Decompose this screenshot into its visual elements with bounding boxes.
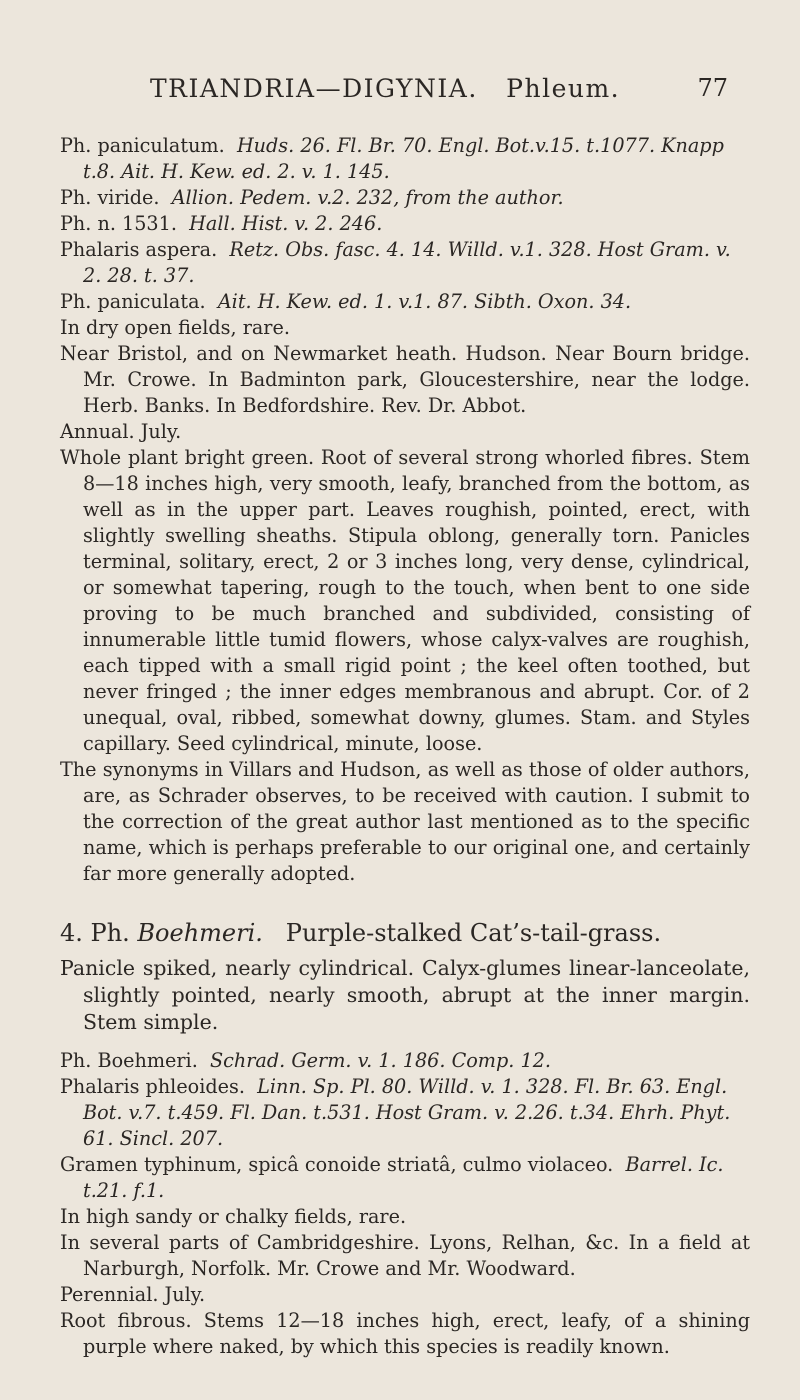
diagnosis: Panicle spiked, nearly cylindrical. Calyx-glumes linear-lanceolate, slightly pointed, nearly smooth, abrupt at the inner margin. Stem simple. (60, 956, 750, 1034)
synonym-line: Ph. paniculata. Ait. H. Kew. ed. 1. v.1. 87. Sibth. Oxon. 34. (60, 290, 632, 313)
class-order: TRIANDRIA—DIGYNIA. (150, 74, 478, 103)
synonym-line: Ph. paniculatum. Huds. 26. Fl. Br. 70. Engl. Bot.v.15. t.1077. Knapp t.8. Ait. H. Kew. ed. 2. v. 1. 145. (60, 134, 724, 183)
habitat: In dry open fields, rare. (60, 316, 290, 339)
synonym-line: Ph. viride. Allion. Pedem. v.2. 232, from the author. (60, 186, 564, 209)
synonym-line: Ph. Boehmeri. Schrad. Germ. v. 1. 186. Comp. 12. (60, 1049, 551, 1072)
synonym-line: Ph. n. 1531. Hall. Hist. v. 2. 246. (60, 212, 383, 235)
synonym-line: Phalaris aspera. Retz. Obs. fasc. 4. 14. Willd. v.1. 328. Host Gram. v. 2. 28. t. 37. (60, 238, 731, 287)
running-head (0, 74, 800, 114)
running-head-title (150, 74, 620, 103)
synonym-line: Gramen typhinum, spicâ conoide striatâ, culmo violaceo. Barrel. Ic. t.21. f.1. (60, 1153, 724, 1202)
species-epithet: Boehmeri. (137, 919, 263, 947)
synonym-line: Phalaris phleoides. Linn. Sp. Pl. 80. Willd. v. 1. 328. Fl. Br. 63. Engl. Bot. v.7. t.459. Fl. Dan. t.531. Host Gram. v. 2.26. t.34. Ehrh. Phyt. 61. Sincl. 207. (60, 1075, 731, 1150)
description: Root fibrous. Stems 12—18 inches high, erect, leafy, of a shining purple where naked, by which this species is readily known. (60, 1309, 750, 1358)
description: Whole plant bright green. Root of several strong whorled fibres. Stem 8—18 inches high, very smooth, leafy, branched from the bottom, as well as in the upper part. Leaves roughish, pointed, erect, with slightly swelling sheaths. Stipula oblong, generally torn. Panicles terminal, solitary, erect, 2 or 3 inches long, very dense, cylindrical, or somewhat tapering, rough to the touch, when bent to one side proving to be much branched and subdivided, consisting of innumerable little tumid flowers, whose calyx-valves are roughish, each tipped with a small rigid point ; the keel often toothed, but never fringed ; the inner edges membranous and abrupt. Cor. of 2 unequal, oval, ribbed, somewhat downy, glumes. Stam. and Styles capillary. Seed cylindrical, minute, loose. (60, 446, 750, 755)
duration-flowering: Perennial. July. (60, 1283, 206, 1306)
localities: In several parts of Cambridgeshire. Lyons, Relhan, &c. In a field at Narburgh, Norfolk. Mr. Crowe and Mr. Woodward. (60, 1231, 750, 1280)
localities: Near Bristol, and on Newmarket heath. Hudson. Near Bourn bridge. Mr. Crowe. In Badminton park, Gloucestershire, near the lodge. Herb. Banks. In Bedfordshire. Rev. Dr. Abbot. (60, 342, 750, 417)
common-name: Purple-stalked Cat’s-tail-grass. (285, 919, 662, 947)
species-genus-abbrev: Ph. (90, 919, 130, 947)
remarks: The synonyms in Villars and Hudson, as well as those of older authors, are, as Schrader observes, to be received with caution. I submit to the correction of the great author last mentioned as to the specific name, which is perhaps preferable to our original one, and certainly far more generally adopted. (60, 758, 750, 885)
page-body (60, 133, 750, 1360)
page-number: 77 (697, 74, 728, 102)
species-number: 4. (60, 919, 83, 947)
duration-flowering: Annual. July. (60, 420, 182, 443)
genus-name: Phleum. (506, 74, 621, 103)
habitat: In high sandy or chalky fields, rare. (60, 1205, 407, 1228)
species-heading (60, 917, 750, 949)
